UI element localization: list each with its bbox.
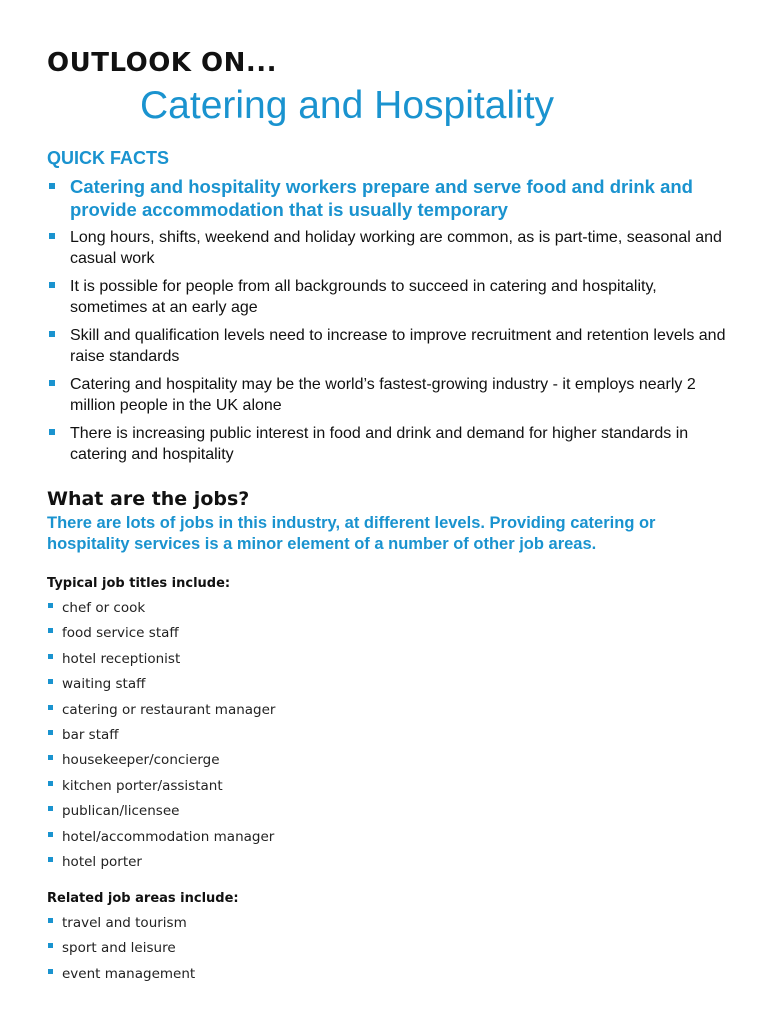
square-bullet-icon bbox=[49, 380, 55, 386]
square-bullet-icon bbox=[48, 730, 53, 735]
job-title: hotel porter bbox=[62, 853, 142, 870]
job-title: publican/licensee bbox=[62, 803, 180, 820]
typical-jobs-list bbox=[47, 600, 275, 879]
quick-fact-text: It is possible for people from all backgrounds to succeed in catering and hospitality, sometimes at an early age bbox=[70, 278, 657, 316]
job-title: hotel receptionist bbox=[62, 650, 181, 667]
job-title: bar staff bbox=[62, 726, 119, 743]
quick-fact-text: There is increasing public interest in food and drink and demand for higher standards in catering and hospitality bbox=[70, 425, 689, 463]
square-bullet-icon bbox=[48, 628, 53, 633]
job-area: travel and tourism bbox=[62, 915, 187, 931]
quick-fact-text: Long hours, shifts, weekend and holiday working are common, as is part-time, seasonal and casual work bbox=[70, 229, 722, 267]
related-jobs-list bbox=[47, 915, 195, 991]
square-bullet-icon bbox=[49, 233, 55, 239]
list-item bbox=[47, 702, 275, 727]
job-title: food service staff bbox=[62, 625, 179, 642]
square-bullet-icon bbox=[49, 331, 55, 337]
job-area: event management bbox=[62, 965, 196, 982]
square-bullet-icon bbox=[48, 806, 53, 811]
related-jobs-heading: Related job areas include: bbox=[47, 891, 239, 906]
list-item bbox=[47, 803, 275, 828]
list-item bbox=[47, 651, 275, 676]
job-title: hotel/accommodation manager bbox=[62, 828, 275, 845]
square-bullet-icon bbox=[49, 429, 55, 435]
page-title: Catering and Hospitality bbox=[140, 84, 555, 127]
job-area: sport and leisure bbox=[62, 940, 176, 957]
square-bullet-icon bbox=[48, 969, 53, 974]
square-bullet-icon bbox=[48, 781, 53, 786]
square-bullet-icon bbox=[48, 654, 53, 659]
square-bullet-icon bbox=[48, 603, 53, 608]
quick-fact-lead bbox=[47, 175, 737, 221]
job-title: waiting staff bbox=[62, 676, 146, 693]
quick-fact-item bbox=[47, 325, 737, 367]
quick-facts-heading: QUICK FACTS bbox=[47, 148, 170, 168]
list-item bbox=[47, 854, 275, 879]
quick-facts-list bbox=[47, 175, 737, 472]
list-item bbox=[47, 915, 195, 940]
job-title: kitchen porter/assistant bbox=[62, 777, 223, 794]
list-item bbox=[47, 778, 275, 803]
quick-fact-item bbox=[47, 227, 737, 269]
square-bullet-icon bbox=[48, 918, 53, 923]
quick-fact-lead-text: Catering and hospitality workers prepare and serve food and drink and provide accommodation that is usually temporary bbox=[70, 176, 693, 220]
list-item bbox=[47, 600, 275, 625]
square-bullet-icon bbox=[48, 679, 53, 684]
list-item bbox=[47, 829, 275, 854]
quick-fact-text: Skill and qualification levels need to increase to improve recruitment and retention levels and raise standards bbox=[70, 327, 726, 365]
eyebrow-heading: OUTLOOK ON... bbox=[47, 48, 277, 78]
list-item bbox=[47, 966, 195, 991]
square-bullet-icon bbox=[48, 705, 53, 710]
job-title: chef or cook bbox=[62, 600, 146, 616]
list-item bbox=[47, 676, 275, 701]
list-item bbox=[47, 727, 275, 752]
list-item bbox=[47, 752, 275, 777]
job-title: housekeeper/concierge bbox=[62, 752, 220, 769]
square-bullet-icon bbox=[49, 183, 55, 189]
quick-fact-item bbox=[47, 374, 737, 416]
quick-fact-item bbox=[47, 423, 737, 465]
job-title: catering or restaurant manager bbox=[62, 701, 276, 718]
list-item bbox=[47, 625, 275, 650]
jobs-heading: What are the jobs? bbox=[47, 488, 250, 510]
square-bullet-icon bbox=[48, 755, 53, 760]
typical-jobs-heading: Typical job titles include: bbox=[47, 576, 231, 591]
list-item bbox=[47, 940, 195, 965]
square-bullet-icon bbox=[48, 832, 53, 837]
quick-fact-text: Catering and hospitality may be the world’s fastest-growing industry - it employs nearly 2 million people in the UK alone bbox=[70, 376, 696, 414]
quick-fact-item bbox=[47, 276, 737, 318]
square-bullet-icon bbox=[48, 943, 53, 948]
square-bullet-icon bbox=[49, 282, 55, 288]
square-bullet-icon bbox=[48, 857, 53, 862]
jobs-intro: There are lots of jobs in this industry, at different levels. Providing catering or hospitality services is a minor element of a number of other job areas. bbox=[47, 514, 656, 553]
